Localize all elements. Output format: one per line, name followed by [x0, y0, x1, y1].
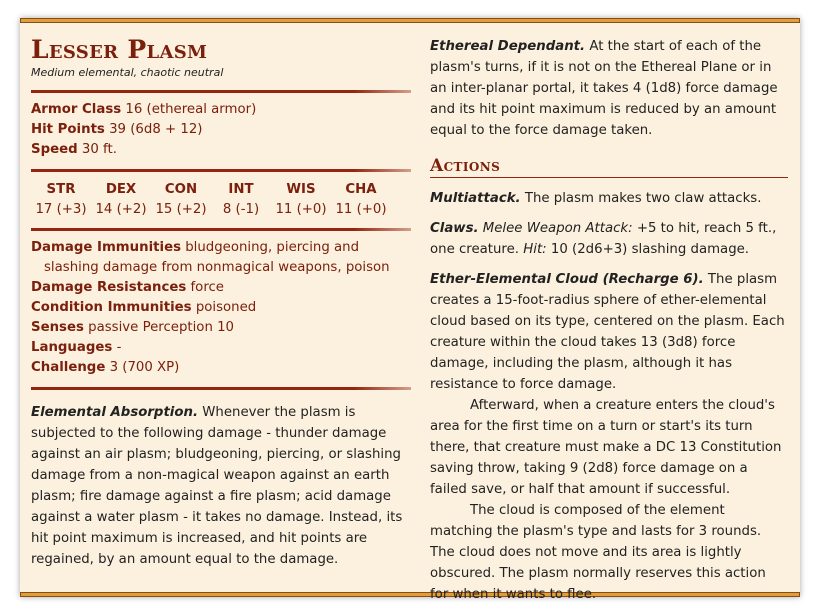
divider — [31, 90, 411, 93]
hit-points-value: 39 (6d8 + 12) — [109, 122, 203, 137]
speed-value: 30 ft. — [81, 142, 117, 157]
action-paragraph: Afterward, when a creature enters the cloud's area for the first time on a turn or start's its turn there, that creature must make a DC 13 Constitution saving throw, taking 9 (2d8) force damage on a failed save, or half that amount if successful. — [430, 398, 782, 497]
ability-score: 17 (+3) — [35, 202, 87, 217]
divider — [31, 169, 411, 172]
actions-heading: Actions — [430, 155, 788, 178]
trait-ethereal-dependant — [430, 36, 788, 141]
divider — [31, 228, 411, 231]
damage-resistances-label: Damage Resistances — [31, 280, 187, 295]
attack-text: +5 to hit, reach 5 ft., one creature. — [430, 221, 777, 257]
trait-text: Whenever the plasm is subjected to the following damage - thunder damage against an air plasm; bludgeoning, piercing, or slashing damage from a non-magical weapon against an earth plasm; fire damage against a fire plasm; acid damage against a water plasm - it takes no damage. Instead, its hit point maximum is increased, and hit points are regained, by an amount equal to the damage. — [31, 405, 403, 567]
ability-name: CON — [164, 182, 198, 197]
monster-meta: Medium elemental, chaotic neutral — [31, 66, 224, 79]
senses — [31, 318, 411, 338]
action-claws — [430, 218, 788, 260]
hit-points — [31, 120, 411, 140]
armor-class — [31, 100, 411, 120]
damage-resistances-value: force — [190, 280, 224, 295]
hit-text: 10 (2d6+3) slashing damage. — [550, 242, 750, 257]
damage-immunities-value: bludgeoning, piercing and slashing damage from nonmagical weapons, poison — [44, 240, 390, 275]
monster-name: Lesser Plasm — [31, 35, 208, 64]
ability-score: 11 (+0) — [275, 202, 327, 217]
action-paragraph: The cloud is composed of the element matching the plasm's type and lasts for 3 rounds. The cloud does not move and its area is lightly obscured. The plasm normally reserves this action for when it wants to flee. — [430, 503, 766, 602]
ability-scores — [31, 180, 411, 220]
senses-label: Senses — [31, 320, 84, 335]
trait-text: At the start of each of the plasm's turns, if it is not on the Ethereal Plane or in an inter-planar portal, it takes 4 (1d8) force damage and its hit point maximum is reduced by an amount equal to the force damage taken. — [430, 39, 778, 138]
trait-name: Ethereal Dependant. — [430, 39, 586, 54]
properties — [31, 238, 411, 378]
hit-label: Hit: — [523, 242, 547, 257]
action-text: The plasm creates a 15-foot-radius sphere of ether-elemental cloud based on its type, centered on the plasm. Each creature within the cloud takes 13 (3d8) force damage, including the plasm, although it has resistance to force damage. — [430, 272, 785, 392]
action-name: Ether-Elemental Cloud (Recharge 6). — [430, 272, 704, 287]
core-stats — [31, 100, 411, 160]
challenge — [31, 358, 411, 378]
ability-name: WIS — [286, 182, 316, 197]
action-text: The plasm makes two claw attacks. — [524, 191, 762, 206]
armor-class-value: 16 (ethereal armor) — [125, 102, 257, 117]
languages-label: Languages — [31, 340, 113, 355]
damage-resistances — [31, 278, 411, 298]
condition-immunities-value: poisoned — [195, 300, 257, 315]
ability-score: 15 (+2) — [155, 202, 207, 217]
languages-value: - — [116, 340, 122, 355]
challenge-label: Challenge — [31, 360, 106, 375]
hit-points-label: Hit Points — [31, 122, 105, 137]
top-border-bar — [20, 18, 800, 23]
trait-elemental-absorption — [31, 402, 411, 570]
ability-name: STR — [46, 182, 76, 197]
action-name: Multiattack. — [430, 191, 521, 206]
attack-type: Melee Weapon Attack: — [482, 221, 633, 236]
trait-name: Elemental Absorption. — [31, 405, 199, 420]
condition-immunities — [31, 298, 411, 318]
speed-label: Speed — [31, 142, 78, 157]
condition-immunities-label: Condition Immunities — [31, 300, 192, 315]
senses-value: passive Perception 10 — [88, 320, 235, 335]
ability-score: 11 (+0) — [335, 202, 387, 217]
ability-score: 8 (-1) — [222, 202, 260, 217]
armor-class-label: Armor Class — [31, 102, 122, 117]
right-column — [430, 36, 788, 605]
speed — [31, 140, 411, 160]
challenge-value: 3 (700 XP) — [109, 360, 180, 375]
left-column — [31, 36, 411, 570]
action-name: Claws. — [430, 221, 479, 236]
ability-score: 14 (+2) — [95, 202, 147, 217]
ability-name: INT — [228, 182, 254, 197]
ability-name: CHA — [345, 182, 377, 197]
languages — [31, 338, 411, 358]
action-ether-elemental-cloud — [430, 269, 788, 395]
damage-immunities-label: Damage Immunities — [31, 240, 181, 255]
ability-name: DEX — [105, 182, 137, 197]
damage-immunities — [31, 238, 411, 278]
divider — [31, 387, 411, 390]
action-multiattack — [430, 188, 788, 209]
